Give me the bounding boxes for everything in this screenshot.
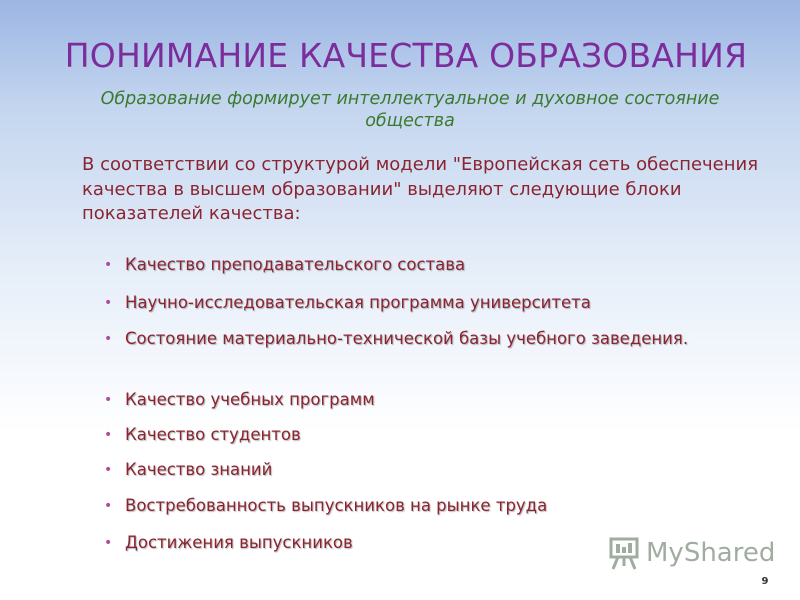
list-item-text: Достижения выпускников [125, 533, 353, 552]
list-item-text: Научно-исследовательская программа университета [125, 293, 591, 312]
bullet-icon: • [104, 331, 113, 347]
list-item [104, 495, 694, 517]
list-item [104, 424, 694, 446]
list-item [104, 292, 694, 314]
presentation-board-icon [606, 536, 642, 572]
bullet-icon: • [104, 535, 113, 551]
bullet-icon: • [104, 392, 113, 408]
list-item [104, 254, 694, 276]
slide-title: ПОНИМАНИЕ КАЧЕСТВА ОБРАЗОВАНИЯ [64, 36, 748, 75]
list-item-text: Качество студентов [125, 425, 301, 444]
slide-subtitle: Образование формирует интеллектуальное и духовное состояние общества [100, 89, 720, 131]
list-item [104, 328, 694, 350]
list-item [104, 389, 694, 411]
list-item [104, 459, 694, 481]
list-item-text: Востребованность выпускников на рынке труда [125, 496, 548, 515]
list-item-text: Состояние материально-технической базы учебного заведения. [125, 329, 689, 348]
watermark-brand-text: MyShared [646, 538, 776, 568]
page-number: 9 [761, 576, 769, 587]
list-item-text: Качество знаний [125, 460, 273, 479]
intro-paragraph: В соответствии со структурой модели "Европейская сеть обеспечения качества в высшем образовании" выделяют следующие блоки показателей качества: [82, 154, 759, 224]
list-item-text: Качество учебных программ [125, 390, 375, 409]
bullet-icon: • [104, 427, 113, 443]
bullet-icon: • [104, 257, 113, 273]
myshared-watermark [606, 536, 776, 572]
bullet-icon: • [104, 498, 113, 514]
list-item-text: Качество преподавательского состава [125, 255, 466, 274]
bullet-icon: • [104, 462, 113, 478]
bullet-icon: • [104, 295, 113, 311]
